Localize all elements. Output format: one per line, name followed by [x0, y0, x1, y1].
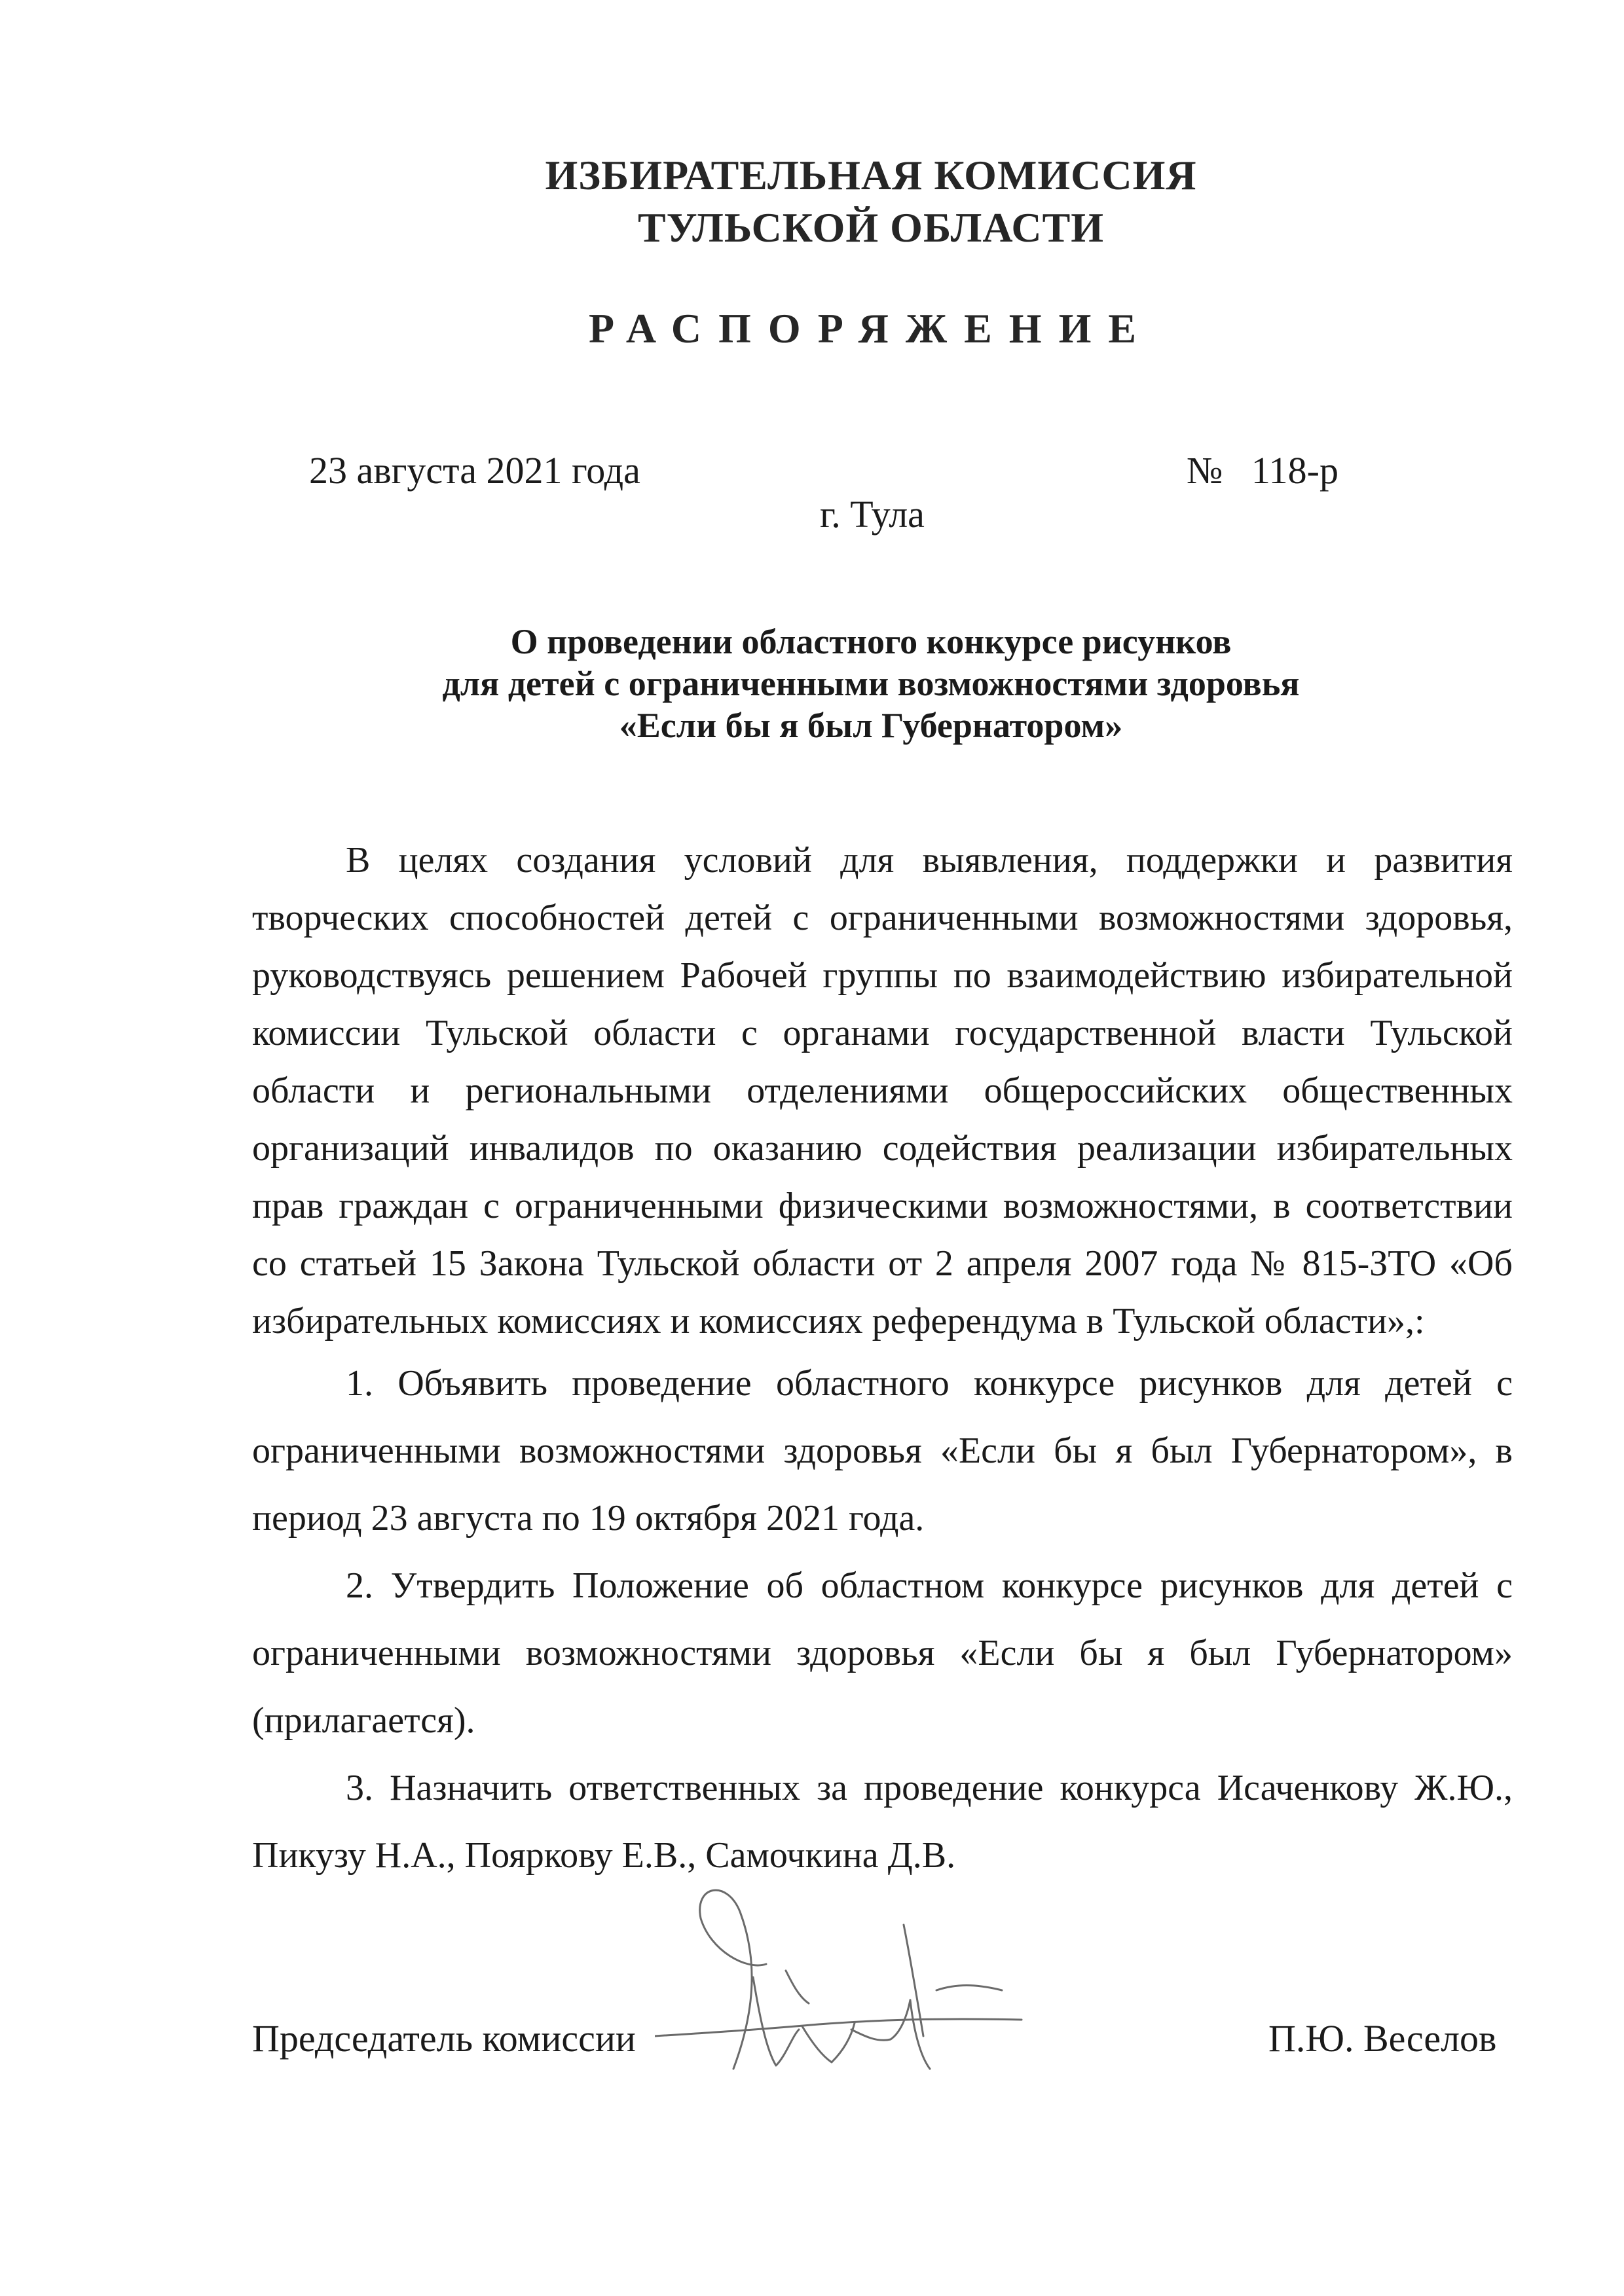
signatory-name: П.Ю. Веселов [1268, 2017, 1497, 2060]
subject-line-3: «Если бы я был Губернатором» [619, 706, 1123, 745]
organization-line-1: ИЗБИРАТЕЛЬНАЯ КОМИССИЯ [545, 152, 1197, 198]
signatory-title: Председатель комиссии [252, 2017, 636, 2060]
document-date: 23 августа 2021 года [309, 449, 640, 492]
order-item-1: 1. Объявить проведение областного конкурсе рисунков для детей с ограниченными возможностями здоровья «Если бы я был Губернатором», в период 23 августа по 19 октября 2021 года. [252, 1363, 1513, 1539]
subject-line-2: для детей с ограниченными возможностями здоровья [442, 664, 1300, 703]
organization-header [0, 149, 1624, 254]
document-number: № 118-р [1187, 449, 1338, 492]
order-item-2: 2. Утвердить Положение об областном конкурсе рисунков для детей с ограниченными возможностями здоровья «Если бы я был Губернатором» (прилагается). [252, 1565, 1513, 1741]
organization-line-2: ТУЛЬСКОЙ ОБЛАСТИ [637, 204, 1105, 251]
document-city: г. Тула [820, 493, 925, 536]
document-subject [0, 621, 1624, 746]
document-body [252, 831, 1513, 1889]
subject-line-1: О проведении областного конкурсе рисунков [510, 622, 1232, 661]
preamble-paragraph: В целях создания условий для выявления, поддержки и развития творческих способностей детей с ограниченными возможностями здоровья, руководствуясь решением Рабочей группы по взаимодействию избирательной комиссии Тульской области с органами государственной власти Тульской области и региональными отделениями общероссийских общественных организаций инвалидов по оказанию содействия реализации избирательных прав граждан с ограниченными физическими возможностями, в соответствии со статьей 15 Закона Тульской области от 2 апреля 2007 года № 815-ЗТО «Об избирательных комиссиях и комиссиях референдума в Тульской области»,: [252, 840, 1513, 1341]
order-item-3: 3. Назначить ответственных за проведение конкурса Исаченкову Ж.Ю., Пикузу Н.А., Пояркову Е.В., Самочкина Д.В. [252, 1768, 1513, 1876]
handwritten-signature [655, 1872, 1035, 2088]
document-type: РАСПОРЯЖЕНИЕ [588, 305, 1154, 352]
